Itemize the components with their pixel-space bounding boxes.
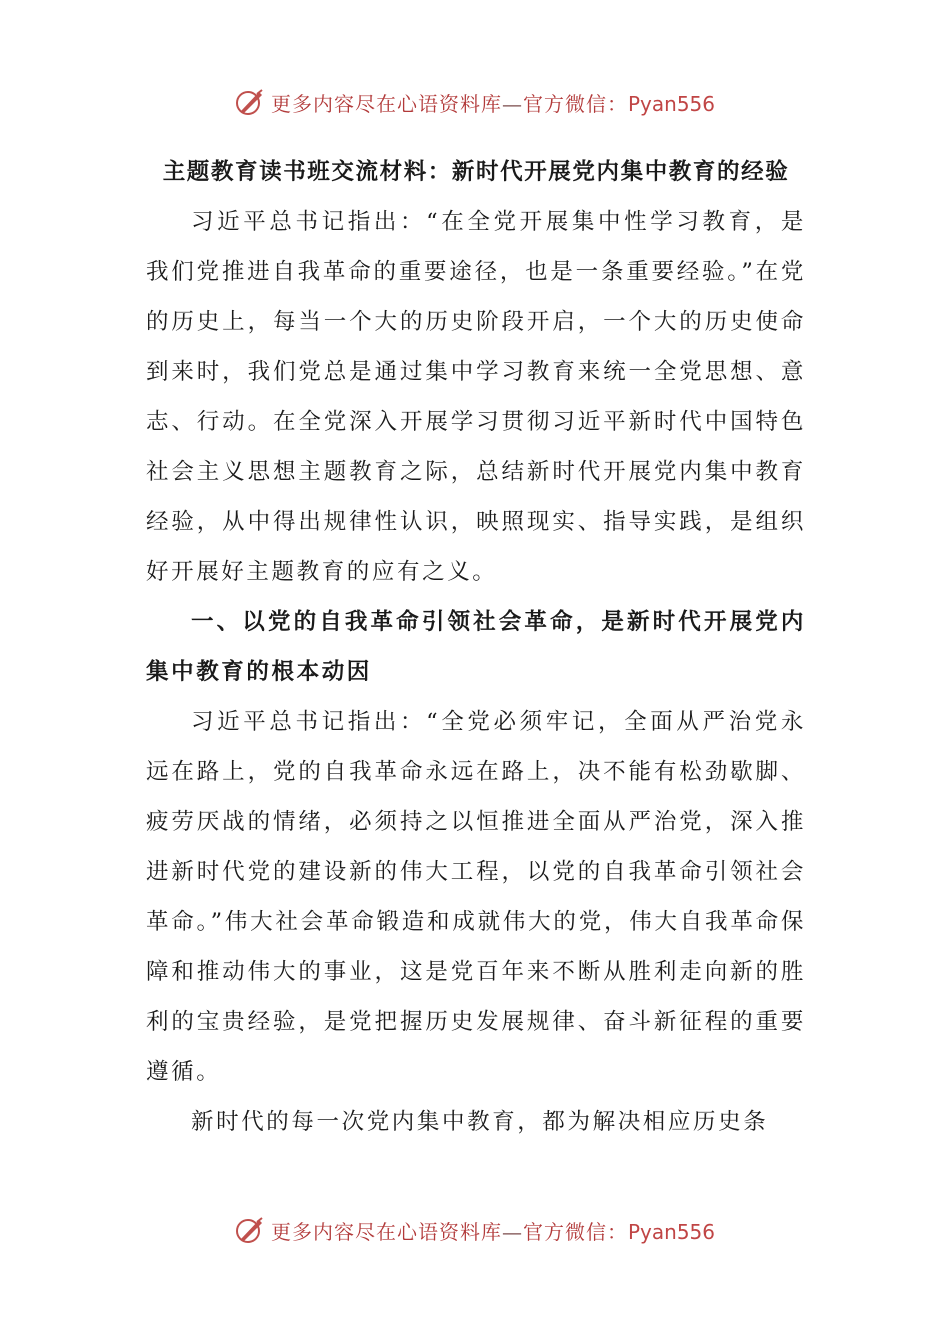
document-body [146, 148, 806, 1147]
watermark-site-text: 更多内容尽在心语资料库 [270, 1219, 502, 1244]
quill-pen-logo-icon [235, 1215, 265, 1245]
watermark-label: 官方微信： [522, 91, 628, 116]
watermark-dash: — [501, 1219, 523, 1244]
watermark-label: 官方微信： [522, 1219, 628, 1244]
watermark-site-text: 更多内容尽在心语资料库 [270, 91, 502, 116]
quill-pen-logo-icon [235, 87, 265, 117]
document-title: 主题教育读书班交流材料：新时代开展党内集中教育的经验 [162, 159, 790, 185]
section-1-heading: 一、以党的自我革命引领社会革命，是新时代开展党内集中教育的根本动因 [146, 609, 806, 685]
section-1-paragraph-2: 新时代的每一次党内集中教育，都为解决相应历史条 [191, 1109, 769, 1135]
header-watermark [0, 82, 950, 122]
watermark-text [271, 88, 715, 117]
watermark-dash: — [501, 91, 523, 116]
section-1-paragraph-1: 习近平总书记指出：“全党必须牢记，全面从严治党永远在路上，党的自我革命永远在路上，决不能有松劲歇脚、疲劳厌战的情绪，必须持之以恒推进全面从严治党，深入推进新时代党的建设新的伟大工程，以党的自我革命引领社会革命。”伟大社会革命锻造和成就伟大的党，伟大自我革命保障和推动伟大的事业，这是党百年来不断从胜利走向新的胜利的宝贵经验，是党把握历史发展规律、奋斗新征程的重要遵循。 [146, 709, 806, 1085]
watermark-wechat-id: Pyan556 [627, 91, 715, 116]
watermark-text [271, 1216, 715, 1245]
intro-paragraph: 习近平总书记指出：“在全党开展集中性学习教育，是我们党推进自我革命的重要途径，也是一条重要经验。”在党的历史上，每当一个大的历史阶段开启，一个大的历史使命到来时，我们党总是通过集中学习教育来统一全党思想、意志、行动。在全党深入开展学习贯彻习近平新时代中国特色社会主义思想主题教育之际，总结新时代开展党内集中教育经验，从中得出规律性认识，映照现实、指导实践，是组织好开展好主题教育的应有之义。 [146, 209, 806, 585]
watermark-wechat-id: Pyan556 [627, 1219, 715, 1244]
footer-watermark [0, 1210, 950, 1250]
